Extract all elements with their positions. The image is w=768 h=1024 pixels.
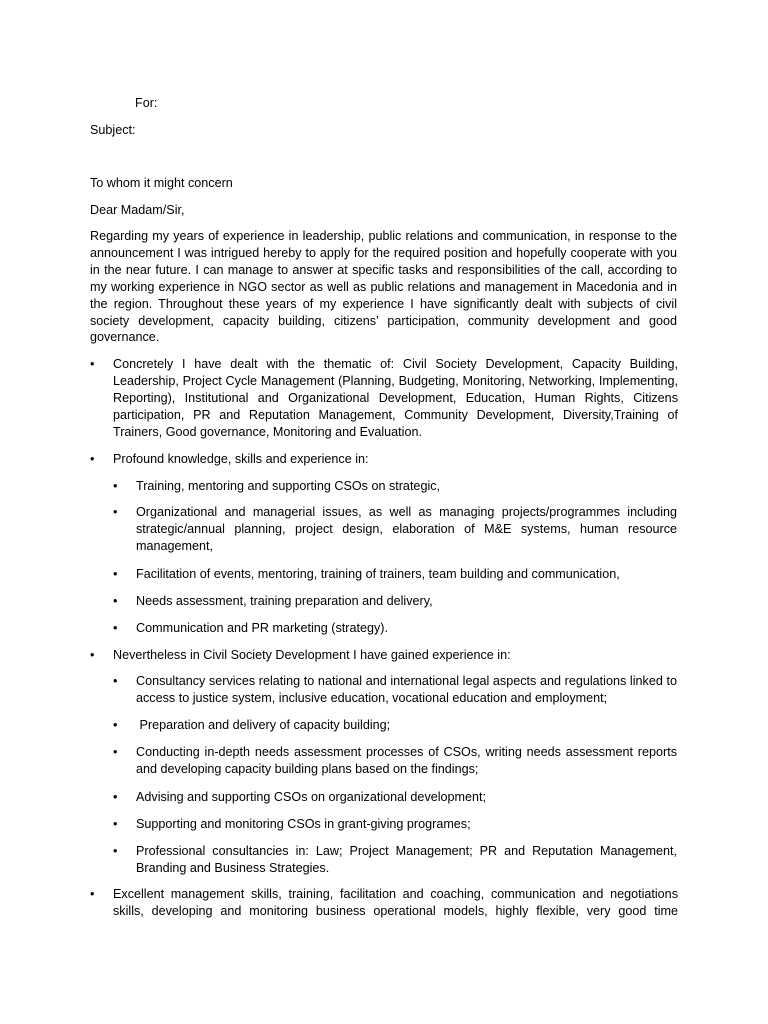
sub-bullet-text: Supporting and monitoring CSOs in grant-giving programes;: [136, 817, 471, 831]
sub-bullet-text: Training, mentoring and supporting CSOs on strategic,: [136, 479, 441, 493]
sub-bullet-dot: •: [113, 621, 118, 635]
bullet-text: Profound knowledge, skills and experience in:: [113, 452, 369, 466]
sub-bullet-text: Communication and PR marketing (strategy).: [136, 621, 388, 635]
sub-bullet-dot: •: [113, 505, 118, 519]
sub-bullet-dot: •: [113, 817, 118, 831]
sub-bullet-dot: •: [113, 718, 118, 732]
bullet-text: Concretely I have dealt with the thematic of: Civil Society Development, Capacity Building, Leadership, Project Cycle Management (Planning, Budgeting, Monitoring, Networking, Implementing, Reporting), Institutional and Organizational Development, Education, Human Rights, Citizens participation, PR and Reputation Management, Community Development, Diversity,Training of Trainers, Good governance, Monitoring and Evaluation.: [113, 357, 678, 439]
greeting-salutation: Dear Madam/Sir,: [90, 203, 185, 217]
sub-bullet-dot: •: [113, 479, 118, 493]
bullet-dot: •: [90, 648, 95, 662]
bullet-text: Nevertheless in Civil Society Development I have gained experience in:: [113, 648, 511, 662]
sub-bullet-dot: •: [113, 844, 118, 858]
sub-bullet-dot: •: [113, 790, 118, 804]
sub-bullet-text: Consultancy services relating to national and international legal aspects and regulations linked to access to justice system, inclusive education, vocational education and employment;: [136, 674, 677, 705]
sub-bullet-dot: •: [113, 745, 118, 759]
bullet-dot: •: [90, 357, 95, 371]
sub-bullet-text: Preparation and delivery of capacity building;: [136, 718, 391, 732]
for-label: For:: [135, 96, 158, 110]
sub-bullet-dot: •: [113, 674, 118, 688]
sub-bullet-dot: •: [113, 567, 118, 581]
subject-label: Subject:: [90, 123, 136, 137]
sub-bullet-text: Organizational and managerial issues, as well as managing projects/programmes including strategic/annual planning, project design, elaboration of M&E systems, human resource management,: [136, 505, 677, 553]
sub-bullet-text: Needs assessment, training preparation and delivery,: [136, 594, 433, 608]
bullet-dot: •: [90, 887, 95, 901]
sub-bullet-text: Conducting in-depth needs assessment processes of CSOs, writing needs assessment reports and developing capacity building plans based on the findings;: [136, 745, 677, 776]
sub-bullet-text: Professional consultancies in: Law; Project Management; PR and Reputation Management, Branding and Business Strategies.: [136, 844, 677, 875]
sub-bullet-dot: •: [113, 594, 118, 608]
greeting-concern: To whom it might concern: [90, 176, 233, 190]
bullet-dot: •: [90, 452, 95, 466]
intro-paragraph: Regarding my years of experience in leadership, public relations and communication, in response to the announcement I was intrigued hereby to apply for the required position and hopefully cooperate with you in the near future. I can manage to answer at specific tasks and responsibilities of the call, according to my working experience in NGO sector as well as public relations and management in Macedonia and in the region. Throughout these years of my experience I have significantly dealt with subjects of civil society development, capacity building, citizens’ participation, community development and good governance.: [90, 229, 677, 345]
sub-bullet-text: Facilitation of events, mentoring, training of trainers, team building and communication,: [136, 567, 620, 581]
bullet-text: Excellent management skills, training, facilitation and coaching, communication and negotiations skills, developing and monitoring business operational models, highly flexible, very good time: [113, 887, 678, 918]
sub-bullet-text: Advising and supporting CSOs on organizational development;: [136, 790, 487, 804]
